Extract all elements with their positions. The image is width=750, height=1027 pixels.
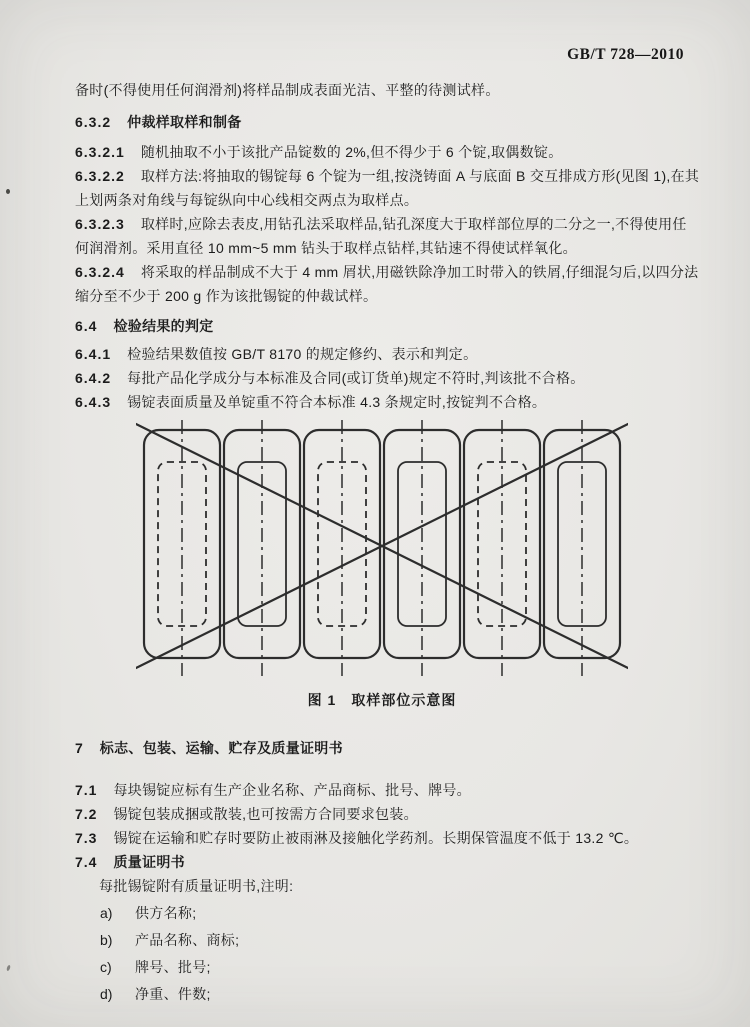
clause-text: 检验结果数值按 GB/T 8170 的规定修约、表示和判定。 [127, 346, 478, 362]
standard-code: GB/T 728—2010 [567, 46, 684, 63]
ingot-outline [384, 430, 460, 658]
clause-number: 7.3 [75, 830, 98, 846]
clause-number: 7 [75, 740, 84, 756]
list-item-b [75, 928, 695, 952]
clause-title: 质量证明书 [113, 854, 185, 870]
clause-6-3-2-heading [75, 110, 695, 134]
clause-6-3-2-2-cont: 上划两条对角线与每锭纵向中心线相交两点为取样点。 [75, 192, 419, 208]
scan-speck [6, 965, 11, 972]
ingot-outline [304, 430, 380, 658]
clause-number: 6.4.2 [75, 370, 112, 386]
clause-text: 锡锭包装成捆或散装,也可按需方合同要求包装。 [113, 806, 418, 822]
clause-text: 随机抽取不小于该批产品锭数的 2%,但不得少于 6 个锭,取偶数锭。 [140, 144, 563, 160]
clause-6-3-2-2 [75, 164, 700, 188]
list-item-c [75, 955, 695, 979]
clause-text: 每块锡锭应标有生产企业名称、产品商标、批号、牌号。 [113, 782, 471, 798]
clause-title: 标志、包装、运输、贮存及质量证明书 [99, 740, 343, 756]
continuation-paragraph [75, 78, 695, 102]
clause-text: 每批产品化学成分与本标准及合同(或订货单)规定不符时,判该批不合格。 [127, 370, 585, 386]
note-text: 每批锡锭附有质量证明书,注明: [99, 878, 294, 894]
clause-text: 将采取的样品制成不大于 4 mm 屑状,用磁铁除净加工时带入的铁屑,仔细混匀后,以四分法 [140, 264, 699, 280]
clause-7-1 [75, 778, 695, 802]
list-text: 牌号、批号; [135, 959, 211, 975]
clause-number: 7.1 [75, 782, 98, 798]
clause-6-3-2-4 [75, 260, 699, 284]
sampling-positions-drawing [136, 418, 628, 680]
list-text: 供方名称; [135, 905, 197, 921]
clause-number: 6.3.2 [75, 114, 112, 130]
clause-text: 锡锭表面质量及单锭重不符合本标准 4.3 条规定时,按锭判不合格。 [127, 394, 547, 410]
clause-number: 7.4 [75, 854, 98, 870]
clause-7-3 [75, 826, 695, 850]
clause-number: 6.4.3 [75, 394, 112, 410]
figure-1-caption: 图 1 取样部位示意图 [307, 692, 457, 708]
clause-6-4-heading [75, 314, 695, 338]
clause-number: 6.3.2.3 [75, 216, 125, 232]
figure-1-sampling-diagram [136, 418, 628, 680]
ingot-group [144, 420, 620, 676]
ingot-outline [224, 430, 300, 658]
clause-number: 7.2 [75, 806, 98, 822]
clause-text: 取样时,应除去表皮,用钻孔法采取样品,钻孔深度大于取样部位厚的二分之一,不得使用任 [140, 216, 687, 232]
paragraph-text: 备时(不得使用任何润滑剂)将样品制成表面光洁、平整的待测试样。 [75, 82, 500, 98]
clause-text: 取样方法:将抽取的锡锭每 6 个锭为一组,按浇铸面 A 与底面 B 交互排成方形(见图 1),在其 [140, 168, 700, 184]
scan-speck [6, 189, 10, 194]
clause-6-3-2-3 [75, 212, 695, 236]
clause-6-3-2-3-cont: 何润滑剂。采用直径 10 mm~5 mm 钻头于取样点钻样,其钻速不得使试样氧化。 [75, 240, 577, 256]
certificate-note [75, 874, 695, 898]
list-item-a [75, 901, 695, 925]
list-marker: b) [100, 932, 113, 948]
list-text: 产品名称、商标; [135, 932, 240, 948]
ingot-outline [144, 430, 220, 658]
clause-6-3-2-4-cont: 缩分至不少于 200 g 作为该批锡锭的仲裁试样。 [75, 288, 378, 304]
clause-7-heading [75, 736, 695, 760]
list-marker: d) [100, 986, 113, 1002]
clause-7-4-heading [75, 850, 695, 874]
clause-6-4-2 [75, 366, 695, 390]
clause-number: 6.3.2.4 [75, 264, 125, 280]
clause-6-3-2-1 [75, 140, 695, 164]
clause-number: 6.4.1 [75, 346, 112, 362]
list-text: 净重、件数; [135, 986, 211, 1002]
ingot-outline [464, 430, 540, 658]
clause-text: 锡锭在运输和贮存时要防止被雨淋及接触化学药剂。长期保管温度不低于 13.2 ℃。 [113, 830, 639, 846]
clause-6-4-1 [75, 342, 695, 366]
list-marker: c) [100, 959, 112, 975]
clause-number: 6.4 [75, 318, 98, 334]
clause-title: 仲裁样取样和制备 [127, 114, 242, 130]
clause-7-2 [75, 802, 695, 826]
document-body [75, 78, 700, 1006]
ingot-outline [544, 430, 620, 658]
clause-6-4-3 [75, 390, 695, 414]
clause-number: 6.3.2.2 [75, 168, 125, 184]
list-item-d [75, 982, 695, 1006]
clause-title: 检验结果的判定 [113, 318, 214, 334]
list-marker: a) [100, 905, 113, 921]
clause-number: 6.3.2.1 [75, 144, 125, 160]
